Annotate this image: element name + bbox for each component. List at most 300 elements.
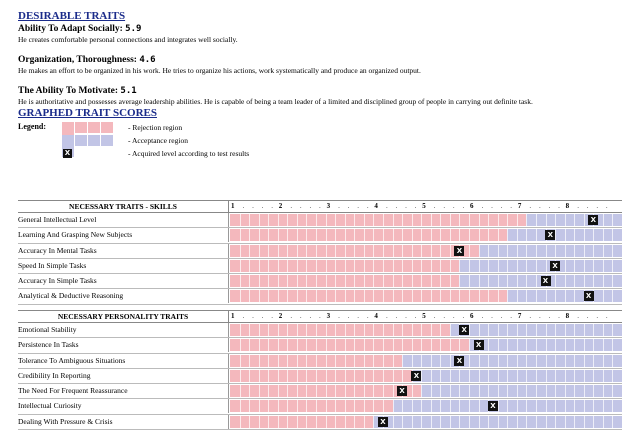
grid-line xyxy=(335,415,336,429)
grid-line xyxy=(593,369,594,383)
grid-line xyxy=(622,289,623,303)
grid-line xyxy=(546,369,547,383)
grid-line xyxy=(297,274,298,288)
scale-dot: . xyxy=(414,312,417,320)
grid-line xyxy=(622,259,623,273)
grid-line xyxy=(268,354,269,368)
grid-line xyxy=(440,244,441,258)
grid-line xyxy=(546,213,547,227)
grid-line xyxy=(603,289,604,303)
grid-line xyxy=(278,228,279,242)
graphed-scores-heading: GRAPHED TRAIT SCORES xyxy=(18,107,157,119)
grid-line xyxy=(383,274,384,288)
grid-line xyxy=(584,274,585,288)
grid-line xyxy=(593,228,594,242)
grid-line xyxy=(498,289,499,303)
scale-dot: . xyxy=(395,312,398,320)
scale-dot: . xyxy=(433,312,436,320)
grid-line xyxy=(546,259,547,273)
grid-line xyxy=(546,323,547,337)
grid-line xyxy=(526,228,527,242)
grid-line xyxy=(431,338,432,352)
grid-line xyxy=(574,399,575,413)
row-label: Persistence In Tasks xyxy=(18,338,229,352)
grid-line xyxy=(326,244,327,258)
grid-line xyxy=(345,259,346,273)
grid-line xyxy=(306,259,307,273)
grid-line xyxy=(584,338,585,352)
grid-line xyxy=(345,369,346,383)
grid-line xyxy=(354,244,355,258)
skills-rows xyxy=(18,213,622,305)
table-row xyxy=(18,274,622,289)
grid-line xyxy=(498,354,499,368)
grid-line xyxy=(574,244,575,258)
grid-line xyxy=(259,259,260,273)
grid-line xyxy=(316,338,317,352)
grid-line xyxy=(297,213,298,227)
scale-dot: . xyxy=(538,312,541,320)
grid-line xyxy=(450,399,451,413)
grid-line xyxy=(316,228,317,242)
scale-dot: . xyxy=(261,202,264,210)
grid-line xyxy=(565,323,566,337)
grid-line xyxy=(364,274,365,288)
grid-line xyxy=(469,415,470,429)
grid-line xyxy=(393,274,394,288)
grid-line xyxy=(373,259,374,273)
scale-tick-label: 7 xyxy=(517,202,522,210)
scale-tick-label: 1 xyxy=(231,202,235,210)
grid-line xyxy=(297,354,298,368)
grid-line xyxy=(440,213,441,227)
grid-line xyxy=(440,384,441,398)
acquired-level-marker-icon: X xyxy=(488,401,498,411)
scale-dot: . xyxy=(309,312,312,320)
acquired-level-marker-icon: X xyxy=(550,261,560,271)
grid-line xyxy=(459,399,460,413)
grid-line xyxy=(488,274,489,288)
grid-line xyxy=(421,323,422,337)
grid-line xyxy=(517,289,518,303)
grid-line xyxy=(507,259,508,273)
grid-line xyxy=(612,228,613,242)
grid-line xyxy=(488,244,489,258)
scale-dot: . xyxy=(500,312,503,320)
table-row xyxy=(18,228,622,243)
grid-line xyxy=(345,228,346,242)
grid-line xyxy=(565,369,566,383)
grid-line xyxy=(373,338,374,352)
grid-line xyxy=(450,354,451,368)
grid-line xyxy=(306,213,307,227)
grid-line xyxy=(393,354,394,368)
grid-line xyxy=(268,323,269,337)
grid-line xyxy=(287,244,288,258)
grid-line xyxy=(259,354,260,368)
grid-line xyxy=(498,384,499,398)
grid-line xyxy=(488,369,489,383)
grid-line xyxy=(593,399,594,413)
grid-line xyxy=(593,323,594,337)
table-row xyxy=(18,259,622,274)
grid-line xyxy=(364,228,365,242)
grid-line xyxy=(287,259,288,273)
grid-line xyxy=(469,228,470,242)
grid-line xyxy=(536,289,537,303)
rejection-region-bar xyxy=(230,324,450,336)
grid-line xyxy=(393,369,394,383)
grid-line xyxy=(249,338,250,352)
grid-line xyxy=(354,399,355,413)
grid-line xyxy=(393,289,394,303)
grid-line xyxy=(297,338,298,352)
row-label: Analytical & Deductive Reasoning xyxy=(18,289,229,303)
scale-dot: . xyxy=(405,312,407,320)
grid-line xyxy=(479,369,480,383)
grid-line xyxy=(469,399,470,413)
grid-line xyxy=(498,338,499,352)
grid-line xyxy=(584,213,585,227)
grid-line xyxy=(306,323,307,337)
grid-line xyxy=(440,289,441,303)
grid-line xyxy=(240,369,241,383)
acceptance-region-bar xyxy=(402,355,622,367)
skills-table-header xyxy=(18,200,622,213)
grid-line xyxy=(488,338,489,352)
row-label: Intellectual Curiosity xyxy=(18,399,229,413)
grid-line xyxy=(421,338,422,352)
grid-line xyxy=(526,354,527,368)
grid-line xyxy=(249,259,250,273)
grid-line xyxy=(622,228,623,242)
grid-line xyxy=(240,354,241,368)
scale-dot: . xyxy=(271,202,273,210)
scale-dot: . xyxy=(385,202,388,210)
grid-line xyxy=(603,244,604,258)
grid-line xyxy=(603,259,604,273)
grid-line xyxy=(565,274,566,288)
grid-line xyxy=(393,228,394,242)
grid-line xyxy=(593,274,594,288)
desirable-traits-heading: DESIRABLE TRAITS xyxy=(18,10,126,22)
grid-line xyxy=(240,289,241,303)
grid-line xyxy=(412,338,413,352)
grid-line xyxy=(421,399,422,413)
row-label: Speed In Simple Tasks xyxy=(18,259,229,273)
grid-line xyxy=(383,213,384,227)
grid-line xyxy=(249,369,250,383)
grid-line xyxy=(402,213,403,227)
grid-line xyxy=(488,354,489,368)
rejection-legend-text: - Rejection region xyxy=(128,123,183,132)
grid-line xyxy=(507,369,508,383)
grid-line xyxy=(316,274,317,288)
grid-line xyxy=(278,415,279,429)
grid-line xyxy=(402,399,403,413)
grid-line xyxy=(584,415,585,429)
grid-line xyxy=(603,323,604,337)
grid-line xyxy=(249,354,250,368)
grid-line xyxy=(335,323,336,337)
grid-line xyxy=(354,213,355,227)
grid-line xyxy=(421,259,422,273)
grid-line xyxy=(555,213,556,227)
grid-line xyxy=(306,369,307,383)
grid-line xyxy=(402,259,403,273)
grid-line xyxy=(259,369,260,383)
grid-line xyxy=(574,213,575,227)
grid-line xyxy=(488,415,489,429)
grid-line xyxy=(431,323,432,337)
grid-line xyxy=(574,323,575,337)
grid-line xyxy=(574,274,575,288)
grid-line xyxy=(249,384,250,398)
personality-header-label: NECESSARY PERSONALITY TRAITS xyxy=(18,311,229,322)
grid-line xyxy=(584,228,585,242)
grid-line xyxy=(450,213,451,227)
grid-line xyxy=(622,384,623,398)
scale-dot: . xyxy=(605,202,608,210)
scale-dot: . xyxy=(529,202,532,210)
grid-line xyxy=(526,259,527,273)
row-label: Emotional Stability xyxy=(18,323,229,337)
grid-line xyxy=(565,354,566,368)
grid-line xyxy=(354,354,355,368)
grid-line xyxy=(364,399,365,413)
scale-dot: . xyxy=(491,312,493,320)
grid-line xyxy=(383,384,384,398)
grid-line xyxy=(517,354,518,368)
acquired-level-marker-icon: X xyxy=(541,276,551,286)
grid-line xyxy=(498,213,499,227)
grid-line xyxy=(584,369,585,383)
scale-tick-label: 6 xyxy=(470,312,474,320)
grid-line xyxy=(287,323,288,337)
grid-line xyxy=(431,228,432,242)
grid-line xyxy=(316,384,317,398)
scale-dot: . xyxy=(452,312,455,320)
acquired-level-marker-icon: X xyxy=(545,230,555,240)
grid-line xyxy=(603,213,604,227)
grid-line xyxy=(287,369,288,383)
scale-dot: . xyxy=(481,202,484,210)
rejection-region-bar xyxy=(230,290,507,302)
grid-line xyxy=(335,213,336,227)
scale-dot: . xyxy=(443,312,446,320)
rejection-region-bar xyxy=(230,229,507,241)
grid-line xyxy=(383,399,384,413)
grid-line xyxy=(517,399,518,413)
grid-line xyxy=(622,354,623,368)
grid-line xyxy=(450,259,451,273)
grid-line xyxy=(555,323,556,337)
grid-line xyxy=(593,415,594,429)
scale-tick-label: 2 xyxy=(278,202,283,210)
grid-line xyxy=(249,399,250,413)
grid-line xyxy=(306,289,307,303)
grid-line xyxy=(459,338,460,352)
grid-line xyxy=(345,274,346,288)
grid-line xyxy=(507,323,508,337)
scale-dot: . xyxy=(548,312,551,320)
grid-line xyxy=(603,274,604,288)
grid-line xyxy=(431,289,432,303)
grid-line xyxy=(555,354,556,368)
grid-line xyxy=(584,244,585,258)
grid-line xyxy=(268,384,269,398)
grid-line xyxy=(383,369,384,383)
grid-line xyxy=(268,415,269,429)
trait-score: 4.6 xyxy=(139,55,156,65)
grid-line xyxy=(459,369,460,383)
grid-line xyxy=(479,384,480,398)
grid-line xyxy=(240,213,241,227)
grid-line xyxy=(574,415,575,429)
grid-line xyxy=(488,384,489,398)
grid-line xyxy=(326,338,327,352)
scale-dot: . xyxy=(309,202,312,210)
report-page xyxy=(18,10,622,165)
grid-line xyxy=(536,228,537,242)
row-label: Accuracy In Mental Tasks xyxy=(18,244,229,258)
grid-line xyxy=(373,289,374,303)
grid-line xyxy=(345,338,346,352)
table-row xyxy=(18,323,622,338)
grid-line xyxy=(402,354,403,368)
grid-line xyxy=(249,323,250,337)
grid-line xyxy=(440,259,441,273)
grid-line xyxy=(316,244,317,258)
legend xyxy=(18,121,622,165)
grid-line xyxy=(240,415,241,429)
scale-dot: . xyxy=(299,202,302,210)
grid-line xyxy=(440,274,441,288)
grid-line xyxy=(259,274,260,288)
grid-line xyxy=(584,384,585,398)
grid-line xyxy=(240,274,241,288)
scale-dot: . xyxy=(548,202,551,210)
scale-dot: . xyxy=(596,202,599,210)
grid-line xyxy=(612,415,613,429)
scale-dot: . xyxy=(452,202,455,210)
grid-line xyxy=(546,415,547,429)
grid-line xyxy=(373,384,374,398)
grid-line xyxy=(421,354,422,368)
grid-line xyxy=(469,369,470,383)
grid-line xyxy=(383,244,384,258)
row-label: Dealing With Pressure & Crisis xyxy=(18,415,229,429)
grid-line xyxy=(259,323,260,337)
grid-line xyxy=(335,228,336,242)
trait-score: 5.9 xyxy=(125,24,142,34)
grid-line xyxy=(268,259,269,273)
trait-title: Ability To Adapt Socially: xyxy=(18,24,123,34)
row-label: The Need For Frequent Reassurance xyxy=(18,384,229,398)
grid-line xyxy=(574,259,575,273)
scale-dot: . xyxy=(338,312,340,320)
grid-line xyxy=(240,338,241,352)
grid-line xyxy=(326,259,327,273)
grid-line xyxy=(479,323,480,337)
grid-line xyxy=(555,338,556,352)
grid-line xyxy=(507,415,508,429)
grid-line xyxy=(593,338,594,352)
grid-line xyxy=(259,289,260,303)
grid-line xyxy=(287,415,288,429)
grid-line xyxy=(440,338,441,352)
grid-line xyxy=(431,415,432,429)
grid-line xyxy=(373,228,374,242)
grid-line xyxy=(278,289,279,303)
grid-line xyxy=(354,338,355,352)
grid-line xyxy=(335,244,336,258)
scale-dot: . xyxy=(319,202,321,210)
grid-line xyxy=(345,323,346,337)
grid-line xyxy=(517,415,518,429)
grid-line xyxy=(393,323,394,337)
grid-line xyxy=(297,244,298,258)
grid-line xyxy=(412,244,413,258)
grid-line xyxy=(412,323,413,337)
grid-line xyxy=(402,369,403,383)
grid-line xyxy=(412,384,413,398)
grid-line xyxy=(278,323,279,337)
grid-line xyxy=(612,399,613,413)
grid-line xyxy=(345,399,346,413)
grid-line xyxy=(536,338,537,352)
grid-line xyxy=(431,244,432,258)
rejection-region-bar xyxy=(230,214,526,226)
grid-line xyxy=(240,399,241,413)
grid-line xyxy=(326,384,327,398)
grid-line xyxy=(555,384,556,398)
scale-dot: . xyxy=(481,312,484,320)
grid-line xyxy=(402,415,403,429)
grid-line xyxy=(440,415,441,429)
grid-line xyxy=(536,415,537,429)
grid-line xyxy=(498,228,499,242)
trait-adapt-socially xyxy=(18,23,622,45)
grid-line xyxy=(450,289,451,303)
grid-line xyxy=(440,369,441,383)
grid-line xyxy=(469,244,470,258)
grid-line xyxy=(259,338,260,352)
grid-line xyxy=(345,384,346,398)
grid-line xyxy=(326,399,327,413)
row-label: General Intellectual Level xyxy=(18,213,229,227)
grid-line xyxy=(574,289,575,303)
grid-line xyxy=(421,244,422,258)
scale-dot: . xyxy=(357,312,360,320)
grid-line xyxy=(268,338,269,352)
grid-line xyxy=(593,259,594,273)
table-row xyxy=(18,338,622,353)
grid-line xyxy=(335,274,336,288)
grid-line xyxy=(345,244,346,258)
scale-tick-label: 1 xyxy=(231,312,235,320)
grid-line xyxy=(412,259,413,273)
grid-line xyxy=(498,369,499,383)
table-row xyxy=(18,369,622,384)
grid-line xyxy=(612,323,613,337)
grid-line xyxy=(565,244,566,258)
grid-line xyxy=(450,244,451,258)
scale-tick-label: 5 xyxy=(422,312,426,320)
grid-line xyxy=(622,399,623,413)
grid-line xyxy=(479,259,480,273)
grid-line xyxy=(431,274,432,288)
